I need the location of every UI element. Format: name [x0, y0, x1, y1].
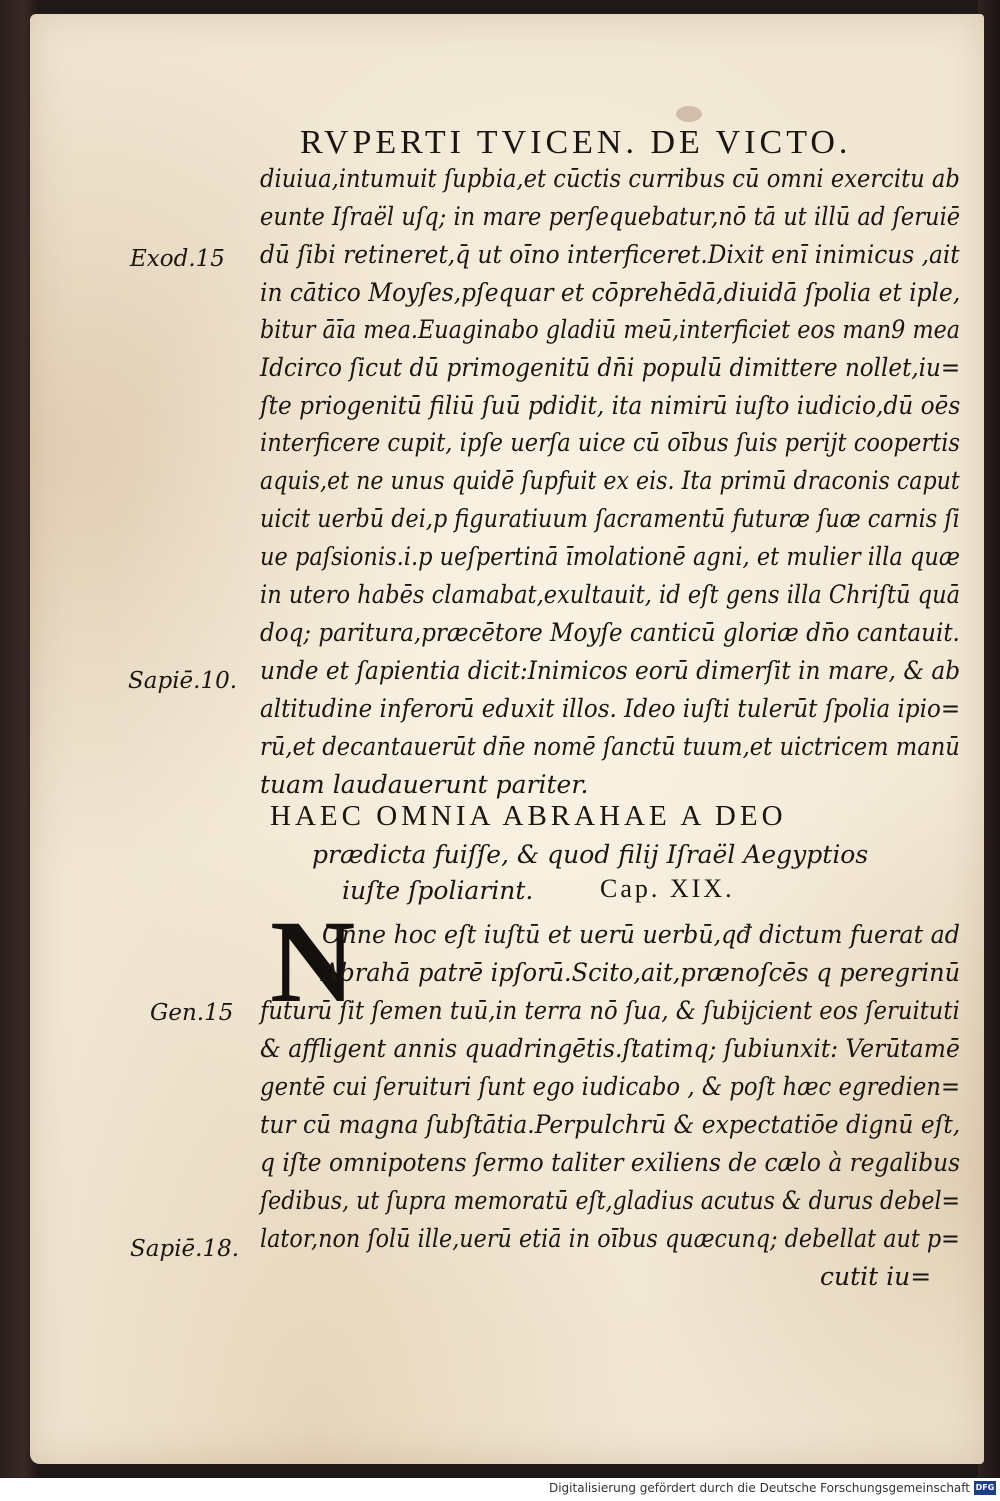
text-line: Abrahā patrē ipſorū.Scito,ait,prænoſcēs q peregrinū: [322, 958, 961, 987]
text-line: aquis,et ne unus quidē ſupfuit ex eis. Ita primū draconis caput: [260, 466, 960, 495]
chapter-number: Cap. XIX.: [600, 874, 735, 903]
margin-note-sapie-18: Sapiē.18.: [130, 1236, 240, 1262]
text-line: diuiua,intumuit ſupbia,et cūctis curribus cū omni exercitu ab: [260, 164, 960, 193]
text-line: uicit uerbū dei,p figuratiuum ſacramentū futuræ ſuæ carnis ſi: [260, 504, 960, 533]
margin-note-sapie-10: Sapiē.10.: [128, 668, 238, 694]
running-header: RVPERTI TVICEN. DE VICTO.: [300, 124, 852, 161]
catchword: cutit iu=: [820, 1262, 932, 1291]
text-line: doq; paritura,præcētore Moyſe canticū gloriæ dn̄o cantauit.: [260, 618, 960, 647]
ink-smudge: [676, 106, 702, 122]
text-line: eunte Iſraël uſq; in mare perſequebatur,nō tā ut illū ad ſeruiē: [260, 202, 961, 231]
book-page: [30, 14, 984, 1464]
margin-note-exod: Exod.15: [130, 246, 225, 272]
text-line: ue paſsionis.i.p ueſpertinā īmolationē agni, et mulier illa quæ: [260, 542, 960, 571]
text-line: lator,non ſolū ille,uerū etiā in oībus quæcunq; debellat aut p=: [260, 1224, 960, 1253]
text-line: & affligent annis quadringētis.ſtatimq; ſubiunxit: Verūtamē: [260, 1034, 960, 1063]
text-line: ſedibus, ut ſupra memoratū eſt,gladius acutus & durus debel=: [260, 1186, 961, 1215]
text-line: dū ſibi retineret,q̄ ut oīno interficeret.Dixit enī inimicus ,ait: [260, 240, 960, 269]
text-line: futurū ſit ſemen tuū,in terra nō ſua, & ſubijcient eos ſeruituti: [260, 996, 960, 1025]
text-line: Idcirco ſicut dū primogenitū dn̄i populū dimittere nollet,iu=: [260, 353, 961, 382]
funding-notice: Digitalisierung gefördert durch die Deutsche Forschungsgemeinschaft: [548, 1481, 970, 1495]
text-line: altitudine inferorū eduxit illos. Ideo iuſti tulerūt ſpolia ipio=: [260, 694, 961, 723]
chapter-title: HAEC OMNIA ABRAHAE A DEO: [270, 800, 787, 832]
text-line: Onne hoc eſt iuſtū et uerū uerbū,qđ dictum fuerat ad: [322, 920, 960, 949]
text-line: in cātico Moyſes,pſequar et cōprehēdā,diuidā ſpolia et iple,: [260, 278, 961, 307]
margin-note-gen: Gen.15: [150, 1000, 234, 1026]
chapter-subtitle-1: prædicta fuiſſe, & quod filij Iſraël Aegyptios: [312, 840, 869, 869]
text-line: gentē cui ſeruituri ſunt ego iudicabo , & poſt hæc egredien=: [260, 1072, 961, 1101]
text-line: interficere cupit, ipſe uerſa uice cū oībus ſuis perijt coopertis: [260, 428, 961, 457]
text-line: ſte priogenitū filiū ſuū pdidit, ita nimirū iuſto iudicio,dū oēs: [260, 391, 961, 420]
text-line: q iſte omnipotens ſermo taliter exiliens de cælo à regalibus: [260, 1148, 961, 1177]
drop-cap-initial: N: [270, 896, 356, 1027]
dfg-logo-icon: DFG: [974, 1481, 996, 1495]
text-line: bitur āīa mea.Euaginabo gladiū meū,interficiet eos man9 mea: [260, 315, 961, 344]
text-line: tur cū magna ſubſtātia.Perpulchrū & expectatiōe dignū eſt,: [260, 1110, 961, 1139]
text-line: unde et ſapientia dicit:Inimicos eorū dimerſit in mare, & ab: [260, 656, 961, 685]
footer-bar: [0, 1478, 1000, 1501]
text-line: rū,et decantauerūt dn̄e nomē ſanctū tuum,et uictricem manū: [260, 732, 960, 761]
text-line: in utero habēs clamabat,exultauit, id eſt gens illa Chriſtū quā: [260, 580, 961, 609]
chapter-subtitle-2: iuſte ſpoliarint.: [342, 876, 534, 905]
text-line: tuam laudauerunt pariter.: [260, 770, 589, 799]
